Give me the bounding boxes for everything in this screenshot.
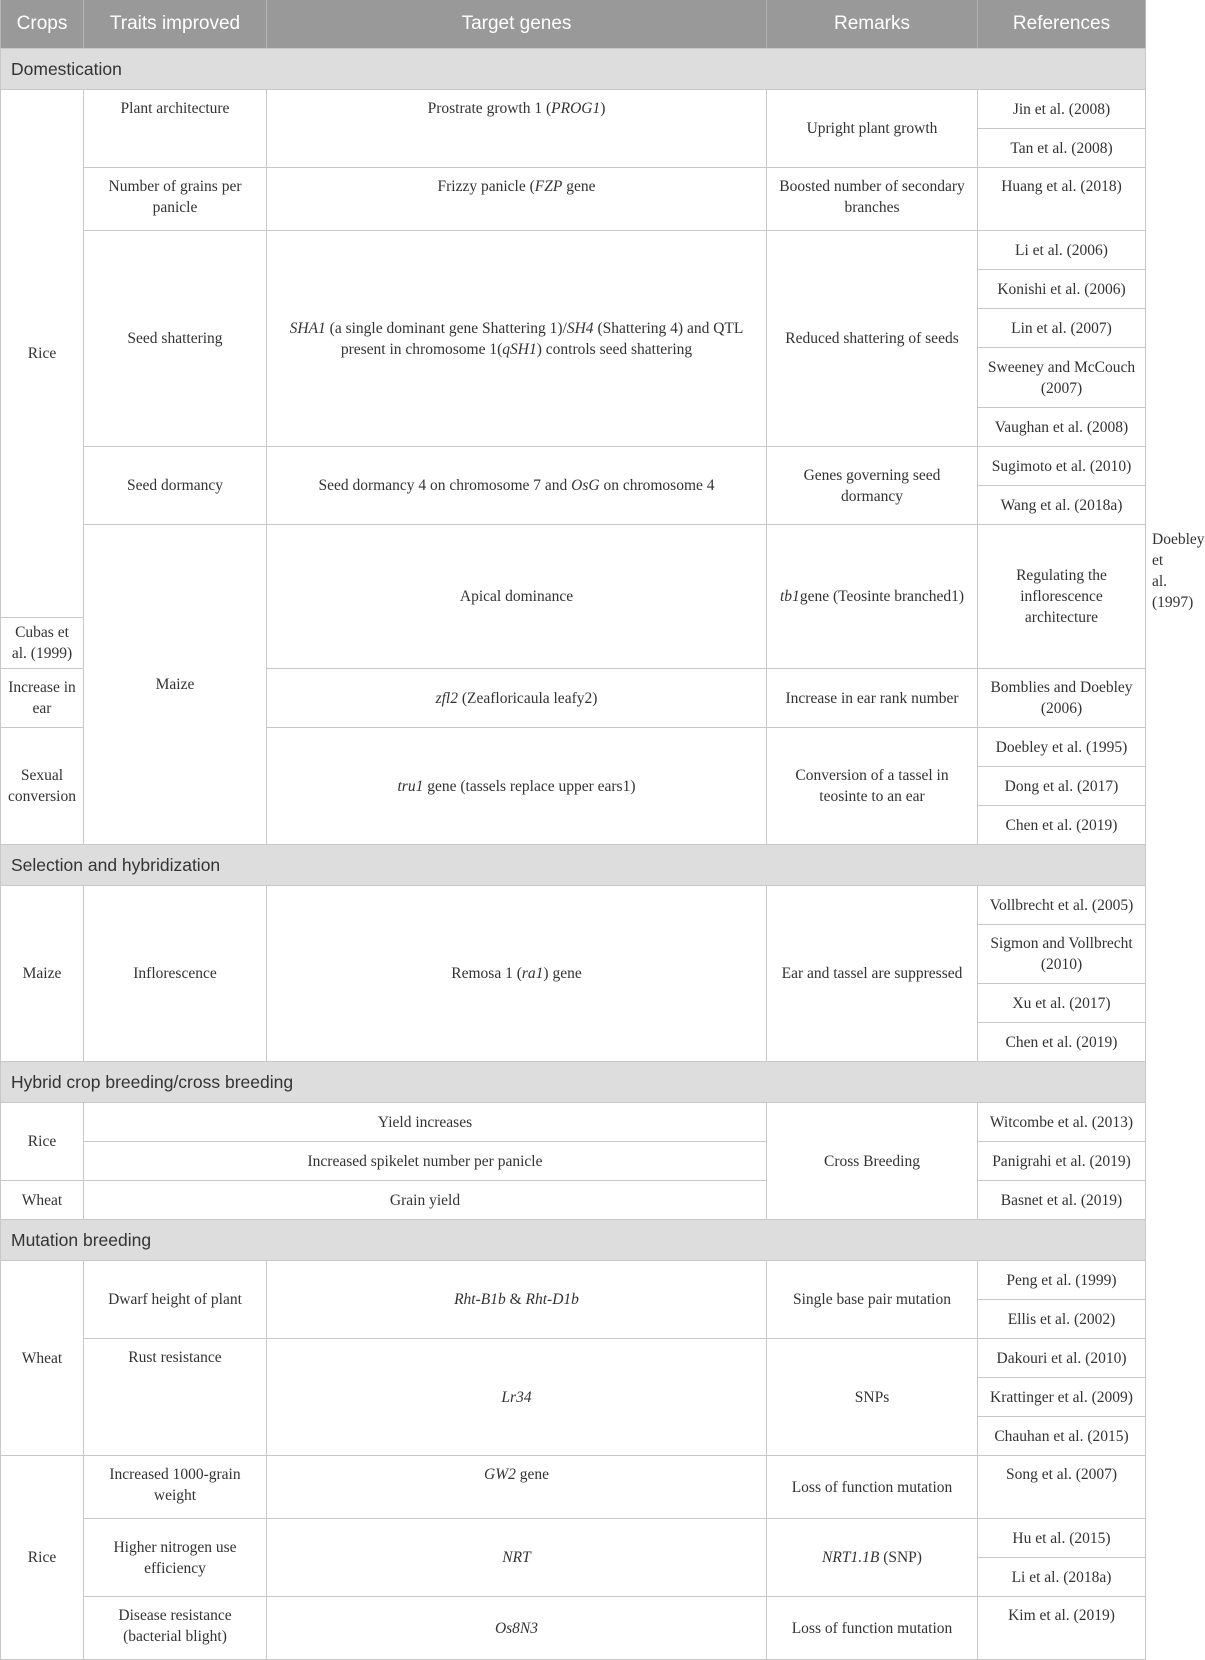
gene-cell: Rht-B1b & Rht-D1b xyxy=(267,1261,767,1339)
table-row xyxy=(1,1261,1146,1300)
reference-cell: Konishi et al. (2006) xyxy=(978,270,1146,309)
reference-cell: Dong et al. (2017) xyxy=(978,767,1146,806)
trait-cell: Number of grains per panicle xyxy=(84,168,267,231)
remark-cell: SNPs xyxy=(767,1339,978,1456)
reference-cell: Tan et al. (2008) xyxy=(978,129,1146,168)
trait-cell: Higher nitrogen use efficiency xyxy=(84,1519,267,1597)
remark-cell: Loss of function mutation xyxy=(767,1456,978,1519)
table-row xyxy=(1,447,1146,486)
reference-cell: Ellis et al. (2002) xyxy=(978,1300,1146,1339)
trait-cell: Yield increases xyxy=(84,1103,767,1142)
reference-cell: Sweeney and McCouch (2007) xyxy=(978,348,1146,408)
trait-cell: Seed dormancy xyxy=(84,447,267,525)
table-row xyxy=(1,231,1146,270)
header-target-genes: Target genes xyxy=(267,0,767,49)
reference-cell: Jin et al. (2008) xyxy=(978,90,1146,129)
gene-cell: GW2 gene xyxy=(267,1456,767,1519)
header-row xyxy=(1,0,1146,49)
reference-cell: Huang et al. (2018) xyxy=(978,168,1146,231)
remark-cell: NRT1.1B (SNP) xyxy=(767,1519,978,1597)
section-row xyxy=(1,1220,1146,1261)
reference-cell: Bomblies and Doebley (2006) xyxy=(978,669,1146,728)
remark-cell: Reduced shattering of seeds xyxy=(767,231,978,447)
reference-cell: Chen et al. (2019) xyxy=(978,806,1146,845)
trait-cell: Disease resistance (bacterial blight) xyxy=(84,1597,267,1660)
gene-cell: Os8N3 xyxy=(267,1597,767,1660)
reference-cell: Kim et al. (2019) xyxy=(978,1597,1146,1660)
gene-cell: Lr34 xyxy=(267,1339,767,1456)
section-hybrid: Hybrid crop breeding/cross breeding xyxy=(1,1062,1146,1103)
crop-cell: Maize xyxy=(84,525,267,845)
gene-cell: Seed dormancy 4 on chromosome 7 and OsG on chromosome 4 xyxy=(267,447,767,525)
reference-cell: Vollbrecht et al. (2005) xyxy=(978,886,1146,925)
gene-cell: tb1gene (Teosinte branched1) xyxy=(767,525,978,669)
reference-cell: Li et al. (2006) xyxy=(978,231,1146,270)
section-mutation: Mutation breeding xyxy=(1,1220,1146,1261)
remark-cell: Loss of function mutation xyxy=(767,1597,978,1660)
header-traits-improved: Traits improved xyxy=(84,0,267,49)
crop-cell: Rice xyxy=(1,1456,84,1660)
trait-cell: Inflorescence xyxy=(84,886,267,1062)
header-references: References xyxy=(978,0,1146,49)
table-row xyxy=(1,886,1146,925)
gene-cell: zfl2 (Zeafloricaula leafy2) xyxy=(267,669,767,728)
trait-cell: Increased spikelet number per panicle xyxy=(84,1142,767,1181)
reference-cell: Chauhan et al. (2015) xyxy=(978,1417,1146,1456)
remark-cell: Cross Breeding xyxy=(767,1103,978,1220)
remark-cell: Upright plant growth xyxy=(767,90,978,168)
trait-cell: Apical dominance xyxy=(267,525,767,669)
reference-cell: Xu et al. (2017) xyxy=(978,984,1146,1023)
gene-cell: Remosa 1 (ra1) gene xyxy=(267,886,767,1062)
trait-cell: Grain yield xyxy=(84,1181,767,1220)
reference-cell: Wang et al. (2018a) xyxy=(978,486,1146,525)
section-row xyxy=(1,845,1146,886)
reference-cell: Vaughan et al. (2008) xyxy=(978,408,1146,447)
reference-cell: Witcombe et al. (2013) xyxy=(978,1103,1146,1142)
remark-cell: Single base pair mutation xyxy=(767,1261,978,1339)
trait-cell: Dwarf height of plant xyxy=(84,1261,267,1339)
remark-cell: Conversion of a tassel in teosinte to an ear xyxy=(767,728,978,845)
reference-cell: Lin et al. (2007) xyxy=(978,309,1146,348)
crop-cell: Rice xyxy=(1,1103,84,1181)
section-row xyxy=(1,49,1146,90)
table-row xyxy=(1,1339,1146,1378)
trait-cell: Plant architecture xyxy=(84,90,267,168)
gene-cell: SHA1 (a single dominant gene Shattering 1)/SH4 (Shattering 4) and QTL present in chromosome 1(qSH1) controls seed shattering xyxy=(267,231,767,447)
reference-cell: Chen et al. (2019) xyxy=(978,1023,1146,1062)
crop-cell: Rice xyxy=(1,90,84,618)
gene-cell: Frizzy panicle (FZP gene xyxy=(267,168,767,231)
reference-cell: Basnet et al. (2019) xyxy=(978,1181,1146,1220)
header-remarks: Remarks xyxy=(767,0,978,49)
table-row xyxy=(1,1103,1146,1142)
reference-cell: Sigmon and Vollbrecht (2010) xyxy=(978,925,1146,984)
trait-cell: Rust resistance xyxy=(84,1339,267,1456)
reference-cell: Li et al. (2018a) xyxy=(978,1558,1146,1597)
table-row xyxy=(1,1597,1146,1660)
section-domestication: Domestication xyxy=(1,49,1146,90)
reference-cell: Cubas et al. (1999) xyxy=(1,618,84,669)
remark-cell: Ear and tassel are suppressed xyxy=(767,886,978,1062)
crop-cell: Wheat xyxy=(1,1261,84,1456)
table-row: Maize Apical dominance tb1gene (Teosinte branched1) Regulating the inflorescence architecture Doebley et al. (1997) xyxy=(1,525,1146,618)
gene-cell: NRT xyxy=(267,1519,767,1597)
reference-cell: Hu et al. (2015) xyxy=(978,1519,1146,1558)
gene-cell: Prostrate growth 1 (PROG1) xyxy=(267,90,767,168)
reference-cell: Sugimoto et al. (2010) xyxy=(978,447,1146,486)
table-row xyxy=(1,90,1146,129)
gene-cell: tru1 gene (tassels replace upper ears1) xyxy=(267,728,767,845)
remark-cell: Increase in ear rank number xyxy=(767,669,978,728)
trait-cell: Increase in ear xyxy=(1,669,84,728)
remark-cell: Regulating the inflorescence architecture xyxy=(978,525,1146,669)
trait-cell: Sexual conversion xyxy=(1,728,84,845)
trait-cell: Increased 1000-grain weight xyxy=(84,1456,267,1519)
section-selection: Selection and hybridization xyxy=(1,845,1146,886)
reference-cell: Peng et al. (1999) xyxy=(978,1261,1146,1300)
crop-cell: Wheat xyxy=(1,1181,84,1220)
table-row xyxy=(1,1456,1146,1519)
reference-cell: Panigrahi et al. (2019) xyxy=(978,1142,1146,1181)
reference-cell: Dakouri et al. (2010) xyxy=(978,1339,1146,1378)
trait-cell: Seed shattering xyxy=(84,231,267,447)
crop-cell: Maize xyxy=(1,886,84,1062)
section-row xyxy=(1,1062,1146,1103)
table-row xyxy=(1,168,1146,231)
remark-cell: Boosted number of secondary branches xyxy=(767,168,978,231)
reference-cell: Doebley et al. (1995) xyxy=(978,728,1146,767)
reference-cell: Krattinger et al. (2009) xyxy=(978,1378,1146,1417)
table-row xyxy=(1,1519,1146,1558)
remark-cell: Genes governing seed dormancy xyxy=(767,447,978,525)
reference-cell: Song et al. (2007) xyxy=(978,1456,1146,1519)
header-crops: Crops xyxy=(1,0,84,49)
